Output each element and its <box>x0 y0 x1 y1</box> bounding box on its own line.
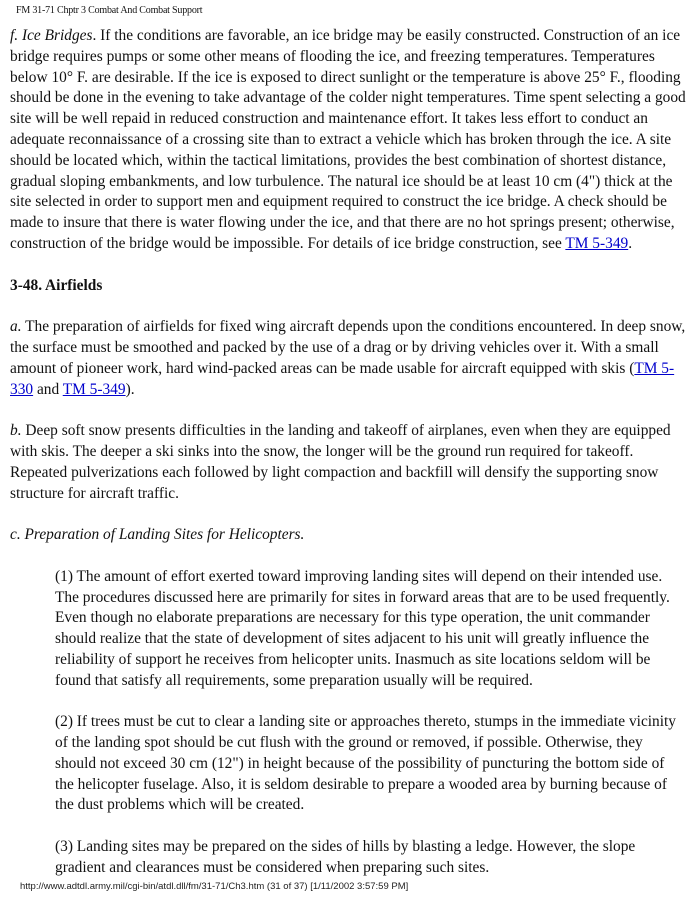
sub-paragraph-1: (1) The amount of effort exerted toward improving landing sites will depend on their intended use. The procedures discussed here are primarily for sites in forward areas that are to be used frequently. Even though no elaborate preparations are necessary for this type operation, the unit commander should realize that the state of development of sites adjacent to his unit will greatly influence the reliability of support he receives from helicopter units. Inasmuch as site locations seldom will be found that satisfy all requirements, some preparation usually will be required. <box>55 567 670 689</box>
punct: ). <box>125 380 135 398</box>
tm-5-349-link[interactable]: TM 5-349 <box>565 234 629 252</box>
sub-paragraph-2: (2) If trees must be cut to clear a landing site or approaches thereto, stumps in the immediate vicinity of the landing spot should be cut flush with the ground or removed, if possible. Otherwise, they should not exceed 30 cm (12") in height because of the possibility of puncturing the bottom side of the helicopter fuselage. Also, it is seldom desirable to prepare a wooded area by burning because of the dust problems which will be created. <box>55 713 676 814</box>
tm-5-330-link[interactable]: TM 5-330 <box>10 359 675 398</box>
ice-bridges-text: . If the conditions are favorable, an ice bridge may be easily constructed. Construction of an ice bridge requires pumps or some other means of flooding the ice, and freezing temperatures. Temperatures below 10° F. are desirable. If the ice is exposed to direct sunlight or the temperature is above 25° F., flooding should be done in the evening to take advantage of the colder night temperatures. Time spent selecting a good site will be well repaid in reduced construction and maintenance effort. It takes less effort to conduct an adequate reconnaissance of a crossing site than to extract a vehicle which has broken through the ice. A site should be located which, within the tactical limitations, provides the best combination of shortest distance, gradual sloping embankments, and low turbulence. The natural ice should be at least 10 cm (4") thick at the site selected in order to support men and equipment required to construct the ice bridge. A check should be made to insure that there is water flowing under the ice, and that there are no hot springs present; otherwise, construction of the bridge would be impossible. For details of ice bridge construction, see <box>10 27 686 252</box>
para-c-title: c. Preparation of Landing Sites for Helicopters. <box>10 526 305 544</box>
para-c-heading <box>10 525 690 546</box>
para-a <box>10 317 690 400</box>
para-a-text: The preparation of airfields for fixed wing aircraft depends upon the conditions encountered. In deep snow, the surface must be smoothed and packed by the use of a drag or by driving vehicles over it. With a small amount of pioneer work, hard wind-packed areas can be made usable for aircraft equipped with skis ( <box>10 318 686 377</box>
para-a-lead: a. <box>10 318 22 336</box>
section-heading: 3-48. Airfields <box>10 276 103 294</box>
tm-5-349-link[interactable]: TM 5-349 <box>62 380 126 398</box>
punct: . <box>628 234 633 252</box>
para-b-lead: b. <box>10 422 22 440</box>
para-b-text: Deep soft snow presents difficulties in the landing and takeoff of airplanes, even when they are equipped with skis. The deeper a ski sinks into the snow, the longer will be the ground run required for takeoff. Repeated pulverizations each followed by light compaction and backfill will densify the supporting snow structure for aircraft traffic. <box>10 422 671 502</box>
sub-paragraph-3: (3) Landing sites may be prepared on the sides of hills by blasting a ledge. However, the slope gradient and clearances must be considered when preparing such sites. <box>55 838 636 876</box>
page-header: FM 31-71 Chptr 3 Combat And Combat Support <box>16 5 203 16</box>
and-text: and <box>33 380 63 398</box>
ice-bridges-lead: f. Ice Bridges <box>10 27 93 44</box>
para-b <box>10 421 690 504</box>
document-body <box>10 26 690 899</box>
ice-bridges-paragraph <box>10 26 690 255</box>
page-footer-url: http://www.adtdl.army.mil/cgi-bin/atdl.dll/fm/31-71/Ch3.htm (31 of 37) [1/11/2002 3:57:59 PM] <box>20 881 409 892</box>
